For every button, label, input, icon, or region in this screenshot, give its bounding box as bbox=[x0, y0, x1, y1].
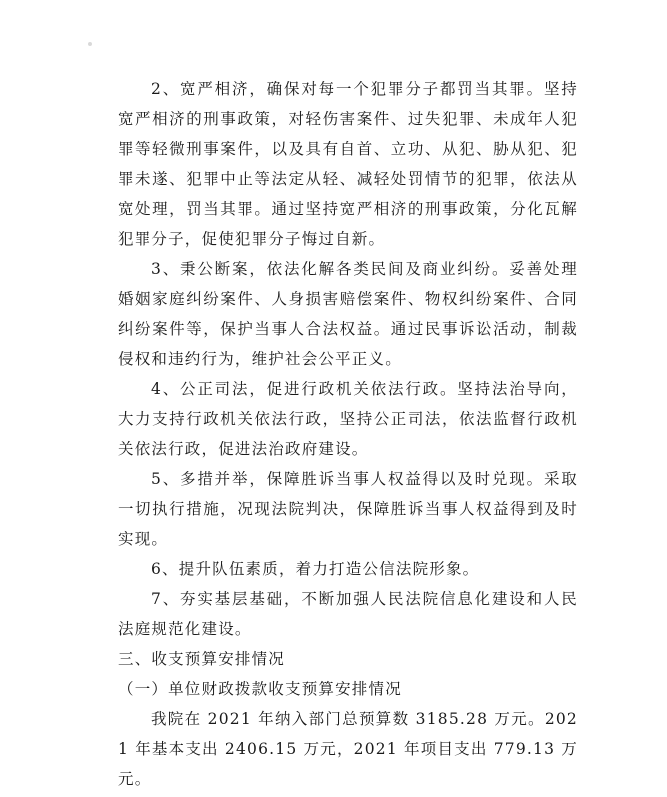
section-heading: 三、收支预算安排情况 bbox=[118, 650, 286, 668]
budget-paragraph: 我院在 2021 年纳入部门总预算数 3185.28 万元。2021 年基本支出 2406.15 万元，2021 年项目支出 779.13 万元。 bbox=[118, 710, 578, 788]
subsection-heading: （一）单位财政拨款收支预算安排情况 bbox=[118, 680, 402, 698]
paragraph-5: 5、多措并举，保障胜诉当事人权益得以及时兑现。采取一切执行措施，况现法院判决，保障胜诉当事人权益得到及时实现。 bbox=[118, 470, 578, 548]
document-body bbox=[118, 74, 578, 794]
paragraph-6: 6、提升队伍素质，着力打造公信法院形象。 bbox=[151, 560, 480, 578]
paragraph-4: 4、公正司法，促进行政机关依法行政。坚持法治导向，大力支持行政机关依法行政，坚持公正司法，依法监督行政机关依法行政，促进法治政府建设。 bbox=[118, 380, 578, 458]
paragraph-3: 3、秉公断案，依法化解各类民间及商业纠纷。妥善处理婚姻家庭纠纷案件、人身损害赔偿案件、物权纠纷案件、合同纠纷案件等，保护当事人合法权益。通过民事诉讼活动，制裁侵权和违约行为，维护社会公平正义。 bbox=[118, 260, 578, 368]
paragraph-7: 7、夯实基层基础，不断加强人民法院信息化建设和人民法庭规范化建设。 bbox=[118, 590, 578, 638]
paragraph-2: 2、宽严相济，确保对每一个犯罪分子都罚当其罪。坚持宽严相济的刑事政策，对轻伤害案件、过失犯罪、未成年人犯罪等轻微刑事案件，以及具有自首、立功、从犯、胁从犯、犯罪未遂、犯罪中止等法定从轻、减轻处罚情节的犯罪，依法从宽处理，罚当其罪。通过坚持宽严相济的刑事政策，分化瓦解犯罪分子，促使犯罪分子悔过自新。 bbox=[118, 80, 578, 248]
scan-speck bbox=[88, 42, 92, 46]
